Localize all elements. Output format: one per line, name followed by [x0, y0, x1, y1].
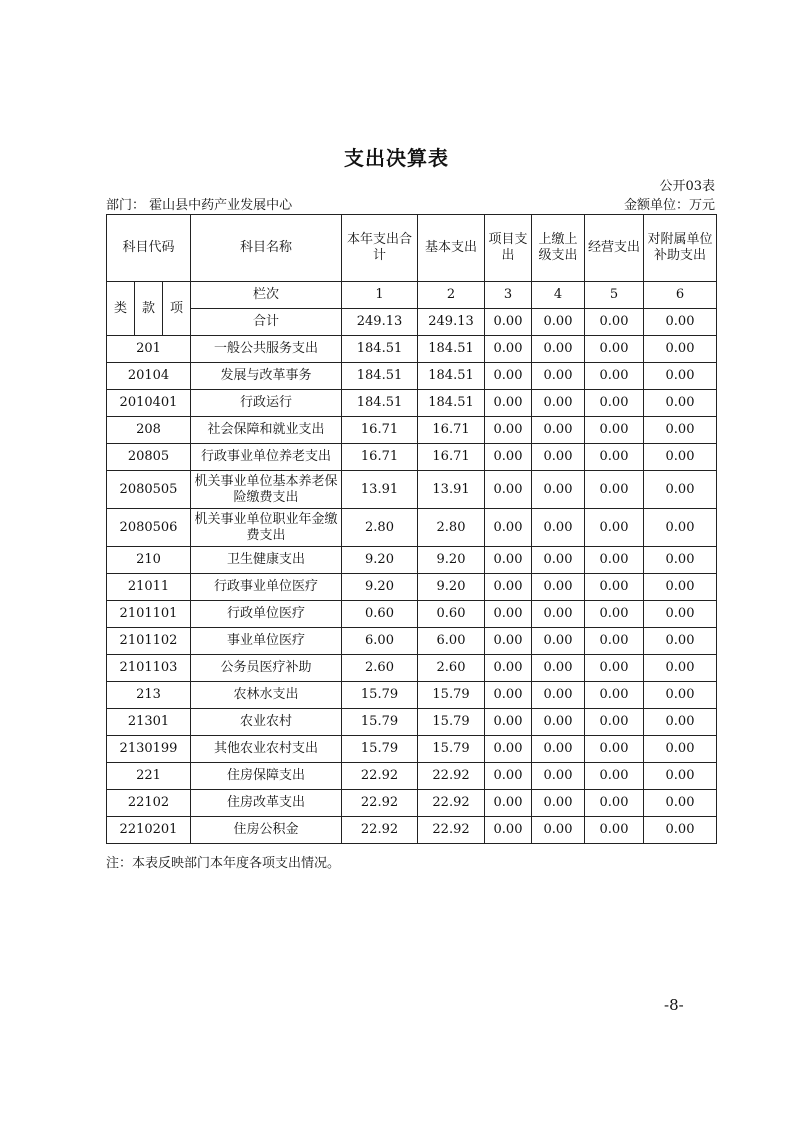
amount-cell: 9.20 [342, 574, 418, 601]
header-lei: 类 [107, 282, 135, 336]
amount-cell: 0.00 [644, 336, 717, 363]
subject-code: 2080505 [107, 471, 191, 509]
amount-cell: 184.51 [418, 390, 485, 417]
header-total: 本年支出合计 [342, 215, 418, 282]
table-note: 注：本表反映部门本年度各项支出情况。 [106, 856, 341, 871]
subject-name: 一般公共服务支出 [191, 336, 342, 363]
subject-name: 住房改革支出 [191, 790, 342, 817]
amount-cell: 184.51 [418, 336, 485, 363]
amount-cell: 0.00 [585, 628, 644, 655]
total-value: 249.13 [342, 309, 418, 336]
subject-name: 发展与改革事务 [191, 363, 342, 390]
table-row [107, 628, 717, 655]
amount-cell: 22.92 [342, 763, 418, 790]
amount-cell: 0.00 [644, 790, 717, 817]
amount-cell: 0.00 [532, 509, 585, 547]
amount-cell: 0.00 [485, 601, 532, 628]
amount-cell: 0.00 [585, 471, 644, 509]
subject-name: 住房公积金 [191, 817, 342, 844]
subject-name: 社会保障和就业支出 [191, 417, 342, 444]
amount-cell: 0.00 [532, 763, 585, 790]
amount-cell: 0.00 [644, 471, 717, 509]
subject-code: 201 [107, 336, 191, 363]
amount-cell: 15.79 [418, 736, 485, 763]
amount-cell: 0.00 [532, 390, 585, 417]
table-row [107, 509, 717, 547]
table-row [107, 709, 717, 736]
page-number: -8- [664, 996, 684, 1014]
amount-cell: 0.00 [532, 444, 585, 471]
page-title: 支出决算表 [344, 146, 449, 170]
amount-cell: 0.00 [585, 336, 644, 363]
subject-code: 2130199 [107, 736, 191, 763]
amount-cell: 6.00 [418, 628, 485, 655]
amount-cell: 0.00 [532, 417, 585, 444]
amount-cell: 13.91 [418, 471, 485, 509]
subject-name: 农业农村 [191, 709, 342, 736]
subject-code: 221 [107, 763, 191, 790]
amount-cell: 16.71 [342, 444, 418, 471]
amount-cell: 0.00 [532, 547, 585, 574]
unit-label: 金额单位：万元 [623, 198, 715, 213]
header-code: 科目代码 [107, 215, 191, 282]
subject-code: 213 [107, 682, 191, 709]
amount-cell: 0.00 [585, 390, 644, 417]
amount-cell: 184.51 [342, 336, 418, 363]
amount-cell: 0.00 [485, 682, 532, 709]
amount-cell: 22.92 [418, 790, 485, 817]
total-value: 0.00 [585, 309, 644, 336]
amount-cell: 0.00 [532, 601, 585, 628]
amount-cell: 6.00 [342, 628, 418, 655]
amount-cell: 0.00 [585, 574, 644, 601]
col-number-1: 1 [342, 282, 418, 309]
amount-cell: 0.00 [485, 547, 532, 574]
amount-cell: 0.00 [532, 682, 585, 709]
subject-name: 机关事业单位职业年金缴费支出 [191, 509, 342, 547]
header-project: 项目支出 [485, 215, 532, 282]
amount-cell: 16.71 [342, 417, 418, 444]
subject-name: 其他农业农村支出 [191, 736, 342, 763]
table-row [107, 390, 717, 417]
amount-cell: 0.00 [585, 682, 644, 709]
amount-cell: 0.00 [644, 390, 717, 417]
amount-cell: 2.80 [342, 509, 418, 547]
total-value: 0.00 [644, 309, 717, 336]
amount-cell: 0.00 [585, 763, 644, 790]
amount-cell: 0.00 [485, 417, 532, 444]
table-row [107, 336, 717, 363]
amount-cell: 0.00 [485, 471, 532, 509]
table-row [107, 763, 717, 790]
amount-cell: 0.00 [532, 817, 585, 844]
amount-cell: 15.79 [342, 736, 418, 763]
subject-code: 210 [107, 547, 191, 574]
amount-cell: 0.00 [532, 336, 585, 363]
total-value: 249.13 [418, 309, 485, 336]
amount-cell: 0.00 [644, 709, 717, 736]
expenditure-table [106, 214, 717, 844]
subject-code: 208 [107, 417, 191, 444]
subject-code: 21011 [107, 574, 191, 601]
amount-cell: 0.00 [532, 363, 585, 390]
table-row [107, 601, 717, 628]
subject-name: 公务员医疗补助 [191, 655, 342, 682]
subject-name: 事业单位医疗 [191, 628, 342, 655]
subject-code: 2080506 [107, 509, 191, 547]
amount-cell: 0.00 [644, 763, 717, 790]
column-number-row [107, 282, 717, 309]
amount-cell: 0.00 [644, 547, 717, 574]
table-row [107, 471, 717, 509]
amount-cell: 0.00 [485, 736, 532, 763]
amount-cell: 0.00 [532, 790, 585, 817]
amount-cell: 0.00 [644, 444, 717, 471]
header-business: 经营支出 [585, 215, 644, 282]
subject-name: 行政事业单位养老支出 [191, 444, 342, 471]
amount-cell: 0.00 [532, 736, 585, 763]
amount-cell: 0.00 [644, 363, 717, 390]
amount-cell: 0.00 [532, 471, 585, 509]
table-row [107, 817, 717, 844]
amount-cell: 0.00 [644, 736, 717, 763]
amount-cell: 0.00 [485, 574, 532, 601]
amount-cell: 15.79 [418, 709, 485, 736]
amount-cell: 0.00 [644, 817, 717, 844]
subject-name: 机关事业单位基本养老保险缴费支出 [191, 471, 342, 509]
amount-cell: 0.00 [585, 601, 644, 628]
amount-cell: 0.00 [644, 601, 717, 628]
table-row [107, 574, 717, 601]
col-number-4: 4 [532, 282, 585, 309]
amount-cell: 0.00 [644, 509, 717, 547]
amount-cell: 0.00 [485, 363, 532, 390]
department-label: 部门： 霍山县中药产业发展中心 [106, 198, 293, 213]
total-label: 合计 [191, 309, 342, 336]
amount-cell: 2.80 [418, 509, 485, 547]
total-value: 0.00 [532, 309, 585, 336]
amount-cell: 0.60 [342, 601, 418, 628]
header-xiang: 项 [163, 282, 191, 336]
amount-cell: 0.00 [644, 628, 717, 655]
amount-cell: 0.00 [585, 417, 644, 444]
amount-cell: 0.00 [485, 336, 532, 363]
header-upper: 上缴上级支出 [532, 215, 585, 282]
amount-cell: 16.71 [418, 417, 485, 444]
col-number-5: 5 [585, 282, 644, 309]
table-row [107, 363, 717, 390]
amount-cell: 0.00 [485, 790, 532, 817]
header-basic: 基本支出 [418, 215, 485, 282]
table-row [107, 655, 717, 682]
amount-cell: 0.00 [585, 444, 644, 471]
amount-cell: 0.00 [644, 655, 717, 682]
amount-cell: 0.00 [532, 655, 585, 682]
amount-cell: 9.20 [418, 547, 485, 574]
amount-cell: 0.00 [585, 736, 644, 763]
amount-cell: 0.00 [585, 817, 644, 844]
subject-name: 行政运行 [191, 390, 342, 417]
total-value: 0.00 [485, 309, 532, 336]
amount-cell: 0.00 [485, 628, 532, 655]
table-row [107, 682, 717, 709]
amount-cell: 184.51 [342, 363, 418, 390]
amount-cell: 22.92 [342, 817, 418, 844]
amount-cell: 0.00 [485, 817, 532, 844]
amount-cell: 184.51 [418, 363, 485, 390]
amount-cell: 0.60 [418, 601, 485, 628]
amount-cell: 0.00 [532, 574, 585, 601]
subject-code: 22102 [107, 790, 191, 817]
amount-cell: 0.00 [585, 655, 644, 682]
header-subsidy: 对附属单位补助支出 [644, 215, 717, 282]
table-row [107, 547, 717, 574]
subject-code: 2101103 [107, 655, 191, 682]
subject-name: 农林水支出 [191, 682, 342, 709]
amount-cell: 0.00 [585, 509, 644, 547]
col-number-6: 6 [644, 282, 717, 309]
subject-code: 20104 [107, 363, 191, 390]
amount-cell: 15.79 [342, 682, 418, 709]
amount-cell: 0.00 [585, 709, 644, 736]
col-number-3: 3 [485, 282, 532, 309]
header-kuan: 款 [135, 282, 163, 336]
amount-cell: 0.00 [644, 682, 717, 709]
amount-cell: 0.00 [532, 628, 585, 655]
subject-code: 2101102 [107, 628, 191, 655]
table-row [107, 790, 717, 817]
amount-cell: 0.00 [485, 444, 532, 471]
amount-cell: 0.00 [485, 655, 532, 682]
subject-code: 2010401 [107, 390, 191, 417]
form-number: 公开03表 [659, 179, 715, 194]
amount-cell: 0.00 [532, 709, 585, 736]
amount-cell: 0.00 [585, 363, 644, 390]
amount-cell: 0.00 [485, 709, 532, 736]
subject-code: 2101101 [107, 601, 191, 628]
header-row [107, 215, 717, 282]
amount-cell: 0.00 [485, 763, 532, 790]
subject-code: 2210201 [107, 817, 191, 844]
amount-cell: 15.79 [418, 682, 485, 709]
amount-cell: 22.92 [418, 763, 485, 790]
amount-cell: 9.20 [342, 547, 418, 574]
subject-name: 住房保障支出 [191, 763, 342, 790]
amount-cell: 2.60 [418, 655, 485, 682]
header-name: 科目名称 [191, 215, 342, 282]
subject-code: 20805 [107, 444, 191, 471]
header-lanci: 栏次 [191, 282, 342, 309]
amount-cell: 22.92 [342, 790, 418, 817]
amount-cell: 2.60 [342, 655, 418, 682]
amount-cell: 22.92 [418, 817, 485, 844]
subject-code: 21301 [107, 709, 191, 736]
total-row [107, 309, 717, 336]
subject-name: 卫生健康支出 [191, 547, 342, 574]
amount-cell: 13.91 [342, 471, 418, 509]
col-number-2: 2 [418, 282, 485, 309]
amount-cell: 16.71 [418, 444, 485, 471]
table-row [107, 417, 717, 444]
amount-cell: 0.00 [585, 790, 644, 817]
subject-name: 行政事业单位医疗 [191, 574, 342, 601]
amount-cell: 184.51 [342, 390, 418, 417]
amount-cell: 9.20 [418, 574, 485, 601]
amount-cell: 0.00 [585, 547, 644, 574]
table-row [107, 736, 717, 763]
amount-cell: 0.00 [644, 574, 717, 601]
amount-cell: 0.00 [485, 390, 532, 417]
subject-name: 行政单位医疗 [191, 601, 342, 628]
amount-cell: 0.00 [485, 509, 532, 547]
amount-cell: 0.00 [644, 417, 717, 444]
table-row [107, 444, 717, 471]
amount-cell: 15.79 [342, 709, 418, 736]
